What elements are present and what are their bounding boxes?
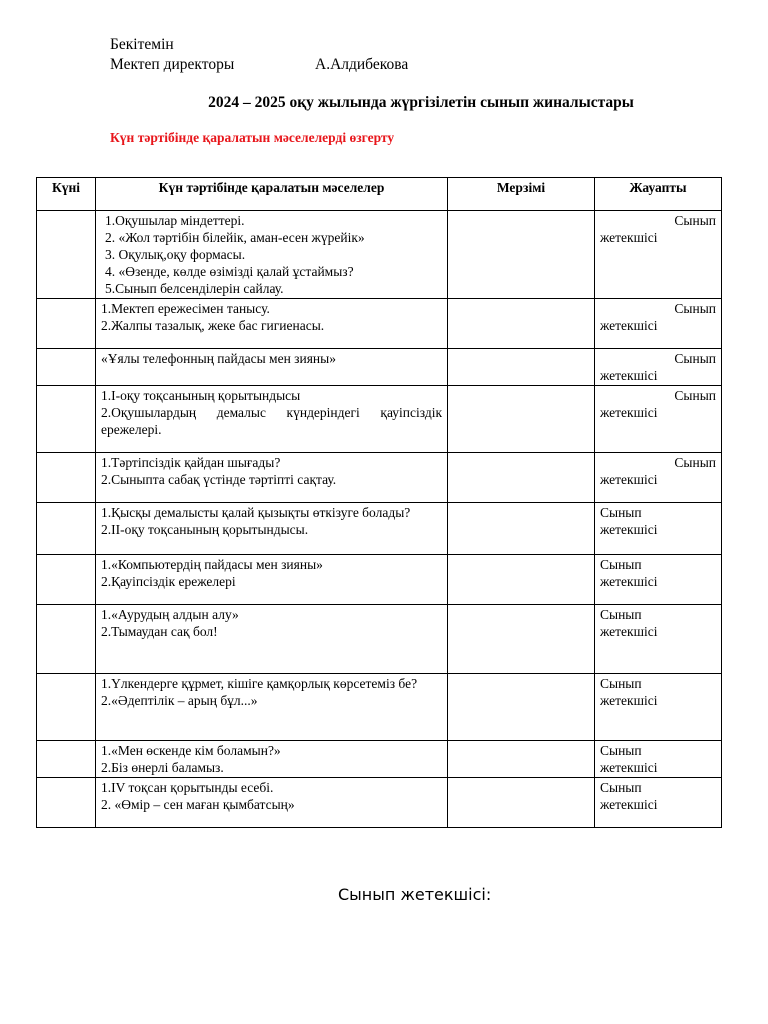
responsible-cell [595,299,722,349]
topic-line: 1.Қысқы демалысты қалай қызықты өткізуге болады? [101,505,411,520]
header-deadline: Мерзімі [448,178,595,211]
responsible-cell [595,778,722,828]
responsible-line-2: жетекшісі [600,522,658,537]
topic-line: 2.Тымаудан сақ бол! [101,624,218,639]
document-subtitle: Күн тәртібінде қаралатын мәселелерді өзгерту [110,130,395,145]
table-row [37,386,722,453]
topics-cell [96,741,448,778]
responsible-line-2: жетекшісі [600,472,658,487]
table-row [37,741,722,778]
responsible-line-1: Сынып [674,301,716,316]
topic-line: 1.ІV тоқсан қорытынды есебі. [101,780,274,795]
deadline-cell [448,299,595,349]
topic-line: 2.Оқушылардың демалыс күндеріндегі қауіпсіздік ережелері. [101,405,442,437]
topics-cell [96,349,448,386]
responsible-line-2: жетекшісі [600,368,658,383]
topics-cell [96,299,448,349]
topic-line: 1.«Аурудың алдын алу» [101,607,239,622]
topic-line: 2.«Әдептілік – арың бұл...» [101,693,258,708]
date-cell [37,778,96,828]
table-row [37,555,722,605]
footer-signature: Сынып жетекшісі: [338,885,492,904]
responsible-cell [595,605,722,674]
date-cell [37,299,96,349]
responsible-line-1: Сынып [600,505,642,520]
table-row [37,503,722,555]
table-row [37,299,722,349]
topic-line: 1.І-оқу тоқсанының қорытындысы [101,388,301,403]
responsible-cell [595,349,722,386]
date-cell [37,211,96,299]
topics-cell [96,453,448,503]
date-cell [37,503,96,555]
date-cell [37,605,96,674]
responsible-line-1: Сынып [600,557,642,572]
topic-line: 1.«Мен өскенде кім боламын?» [101,743,281,758]
table-row [37,453,722,503]
deadline-cell [448,555,595,605]
header-date: Күні [37,178,96,211]
approval-block [110,35,408,75]
topics-cell [96,386,448,453]
director-position: Мектеп директоры [110,56,235,73]
date-cell [37,386,96,453]
responsible-line-1: Сынып [674,455,716,470]
date-cell [37,453,96,503]
document-title: 2024 – 2025 оқу жылында жүргізілетін сынып жиналыстары [208,94,634,111]
topic-line: 2. «Өмір – сен маған қымбатсың» [101,797,295,812]
responsible-cell [595,211,722,299]
deadline-cell [448,386,595,453]
table-body [37,211,722,828]
responsible-cell [595,555,722,605]
responsible-line-1: Сынып [600,607,642,622]
table-row [37,349,722,386]
approval-signature-row [110,55,408,75]
deadline-cell [448,741,595,778]
responsible-cell [595,674,722,741]
responsible-line-2: жетекшісі [600,574,658,589]
director-name: А.Алдибекова [315,56,409,73]
responsible-line-2: жетекшісі [600,693,658,708]
responsible-line-1: Сынып [600,743,642,758]
date-cell [37,674,96,741]
date-cell [37,741,96,778]
responsible-line-2: жетекшісі [600,624,658,639]
deadline-cell [448,211,595,299]
topic-line: 1.Үлкендерге құрмет, кішіге қамқорлық көрсетеміз бе? [101,676,418,691]
topic-line: 2. «Жол тәртібін білейік, аман-есен жүрейік» [105,230,365,245]
responsible-line-2: жетекшісі [600,760,658,775]
topics-cell [96,555,448,605]
date-cell [37,349,96,386]
responsible-cell [595,503,722,555]
responsible-line-1: Сынып [674,388,716,403]
deadline-cell [448,605,595,674]
table-row [37,778,722,828]
topic-line: 4. «Өзенде, көлде өзімізді қалай ұстаймыз? [105,264,354,279]
topics-cell [96,605,448,674]
responsible-line-1: Сынып [600,780,642,795]
meetings-table [36,177,722,828]
topics-cell [96,778,448,828]
topic-line: 2.Жалпы тазалық, жеке бас гигиенасы. [101,318,325,333]
topic-line: 2.ІІ-оқу тоқсанының қорытындысы. [101,522,309,537]
topic-line: 2.Қауіпсіздік ережелері [101,574,236,589]
topics-cell [96,211,448,299]
deadline-cell [448,778,595,828]
topic-line: 5.Сынып белсенділерін сайлау. [105,281,284,296]
responsible-line-2: жетекшісі [600,797,658,812]
deadline-cell [448,674,595,741]
topics-cell [96,674,448,741]
deadline-cell [448,503,595,555]
header-topics: Күн тәртібінде қаралатын мәселелер [96,178,448,211]
responsible-line-2: жетекшісі [600,318,658,333]
deadline-cell [448,349,595,386]
table-row [37,605,722,674]
responsible-line-1: Сынып [674,213,716,228]
responsible-line-2: жетекшісі [600,230,658,245]
responsible-cell [595,453,722,503]
header-responsible: Жауапты [595,178,722,211]
topic-line: 2.Біз өнерлі баламыз. [101,760,224,775]
topic-line: «Ұялы телефонның пайдасы мен зияны» [101,351,336,366]
table-row [37,674,722,741]
responsible-cell [595,741,722,778]
topic-line: 2.Сыныпта сабақ үстінде тәртіпті сақтау. [101,472,337,487]
responsible-cell [595,386,722,453]
table-header-row [37,178,722,211]
date-cell [37,555,96,605]
topic-line: 1.Оқушылар міндеттері. [105,213,245,228]
deadline-cell [448,453,595,503]
approval-label: Бекітемін [110,36,174,53]
responsible-line-1: Сынып [600,676,642,691]
topics-cell [96,503,448,555]
responsible-line-1: Сынып [674,351,716,366]
topic-line: 1.Мектеп ережесімен танысу. [101,301,270,316]
topic-line: 3. Оқулық,оқу формасы. [105,247,246,262]
responsible-line-2: жетекшісі [600,405,658,420]
topic-line: 1.Тәртіпсіздік қайдан шығады? [101,455,281,470]
table-row [37,211,722,299]
topic-line: 1.«Компьютердің пайдасы мен зияны» [101,557,323,572]
